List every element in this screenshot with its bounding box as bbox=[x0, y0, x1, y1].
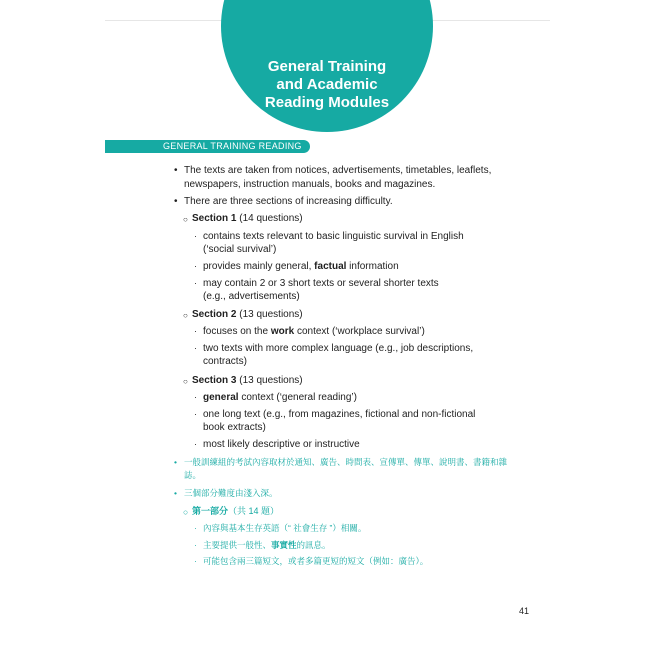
page-title bbox=[247, 58, 407, 112]
dot-bullet-icon: · bbox=[194, 540, 197, 550]
title-line-1: General Training bbox=[267, 58, 387, 75]
bullet-icon: • bbox=[174, 196, 178, 207]
circle-bullet-icon: ○ bbox=[183, 377, 188, 386]
text: 主要提供一般性、 bbox=[203, 540, 272, 550]
bold-text: general bbox=[203, 392, 239, 403]
dot-bullet-icon: · bbox=[194, 326, 197, 336]
circle-bullet-icon: ○ bbox=[183, 215, 188, 224]
chinese-line: 誌。 bbox=[184, 470, 202, 480]
intro-line: newspapers, instruction manuals, books and magazines. bbox=[184, 179, 436, 190]
title-line-2: and Academic bbox=[276, 76, 378, 93]
dot-bullet-icon: · bbox=[194, 556, 197, 566]
list-item: book extracts) bbox=[203, 422, 266, 433]
bullet-icon: • bbox=[174, 457, 177, 467]
section-3-heading bbox=[192, 374, 303, 387]
list-item: contains texts relevant to basic linguistic survival in English bbox=[203, 231, 464, 242]
dot-bullet-icon: · bbox=[194, 392, 197, 402]
bold-text: factual bbox=[314, 261, 347, 272]
section-heading: GENERAL TRAINING READING bbox=[163, 141, 302, 151]
page-number: 41 bbox=[519, 606, 530, 616]
dot-bullet-icon: · bbox=[194, 343, 197, 353]
dot-bullet-icon: · bbox=[194, 439, 197, 449]
circle-bullet-icon: ○ bbox=[183, 311, 188, 320]
section-2-heading bbox=[192, 308, 303, 321]
title-line-3: Reading Modules bbox=[264, 94, 390, 111]
list-item bbox=[203, 260, 399, 273]
list-item: most likely descriptive or instructive bbox=[203, 439, 360, 450]
list-item: two texts with more complex language (e.g., job descriptions, bbox=[203, 343, 474, 354]
chinese-line: 內容與基本生存英語（“ 社會生存 ”）相關。 bbox=[203, 523, 367, 533]
list-item: (e.g., advertisements) bbox=[203, 291, 300, 302]
section-1-title: Section 1 bbox=[192, 213, 237, 224]
chinese-line: 一般訓練組的考試內容取材於通知、廣告、時間表、宣傳單、傳單、說明書、書籍和雜 bbox=[184, 457, 508, 467]
bullet-icon: • bbox=[174, 488, 177, 498]
section-2-title: Section 2 bbox=[192, 309, 237, 320]
bullet-icon: • bbox=[174, 165, 178, 176]
list-item: contracts) bbox=[203, 356, 247, 367]
dot-bullet-icon: · bbox=[194, 409, 197, 419]
text: context (‘workplace survival’) bbox=[294, 326, 425, 337]
section-heading-bar bbox=[105, 140, 310, 153]
chinese-part-1-count: （共 14 題） bbox=[228, 506, 280, 516]
intro-line: The texts are taken from notices, advertisements, timetables, leaflets, bbox=[184, 165, 492, 176]
chinese-part-1-title: 第一部分 bbox=[192, 506, 229, 516]
dot-bullet-icon: · bbox=[194, 523, 197, 533]
bold-text: work bbox=[270, 326, 295, 337]
list-item bbox=[203, 325, 425, 338]
section-2-count: (13 questions) bbox=[236, 309, 303, 320]
dot-bullet-icon: · bbox=[194, 231, 197, 241]
bold-text: 事實性 bbox=[271, 540, 297, 550]
section-3-count: (13 questions) bbox=[236, 375, 303, 386]
section-1-count: (14 questions) bbox=[236, 213, 303, 224]
list-item: may contain 2 or 3 short texts or several shorter texts bbox=[203, 278, 439, 289]
dot-bullet-icon: · bbox=[194, 278, 197, 288]
text: focuses on the bbox=[203, 326, 271, 337]
title-circle bbox=[221, 0, 433, 132]
text: context (‘general reading’) bbox=[238, 392, 357, 403]
section-3-title: Section 3 bbox=[192, 375, 237, 386]
chinese-line: 三個部分難度由淺入深。 bbox=[184, 488, 278, 498]
intro-line: There are three sections of increasing difficulty. bbox=[184, 196, 393, 207]
text: information bbox=[346, 261, 399, 272]
text: 的訊息。 bbox=[296, 540, 331, 550]
list-item bbox=[203, 391, 357, 404]
section-1-heading bbox=[192, 212, 303, 225]
list-item: (‘social survival’) bbox=[203, 244, 277, 255]
chinese-line: 可能包含兩三篇短文，或者多篇更短的短文（例如：廣告）。 bbox=[203, 556, 429, 566]
chinese-part-1-heading bbox=[192, 505, 279, 518]
dot-bullet-icon: · bbox=[194, 261, 197, 271]
circle-bullet-icon: ○ bbox=[183, 507, 189, 517]
chinese-line bbox=[203, 539, 331, 552]
list-item: one long text (e.g., from magazines, fictional and non-fictional bbox=[203, 409, 476, 420]
text: provides mainly general, bbox=[203, 261, 315, 272]
